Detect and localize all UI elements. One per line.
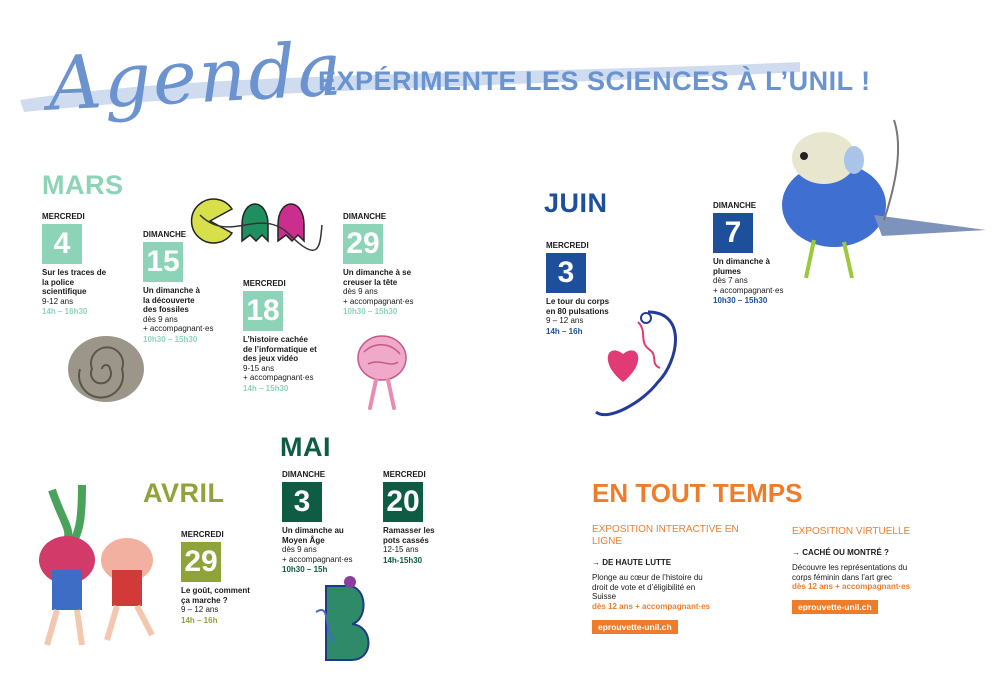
event-date: 3 [546,253,586,293]
exposition-ages: dès 12 ans + accompagnant·es [792,582,911,591]
event-title: Un dimanche à se creuser la tête [343,268,412,287]
event-hours: 14h – 16h [181,615,218,625]
exposition-label: EXPOSITION VIRTUELLE [792,526,911,537]
event-age: 9-15 ans [243,363,275,373]
event-title: Le goût, comment ça marche ? [181,586,250,605]
event-mai-20 [383,470,513,566]
exposition-interactive [592,524,782,635]
month-juin: JUIN [544,188,608,218]
event-date: 18 [243,291,283,331]
event-day: MERCREDI [42,212,85,221]
month-mars: MARS [42,170,124,200]
event-extra: + accompagnant·es [713,285,784,295]
event-age: 12-15 ans [383,545,419,554]
event-extra: + accompagnant·es [243,373,314,382]
event-age: dès 9 ans [343,287,378,296]
exposition-description: Découvre les représentations du corps féminin dans l’art grec [792,563,908,582]
event-title: Ramasser les pots cassés [383,526,435,545]
event-title: Le tour du corps en 80 pulsations [546,297,610,316]
event-day: MERCREDI [383,470,426,479]
budgie-monkey-illustration [764,110,989,290]
event-age: dès 7 ans [713,276,748,285]
month-mai: MAI [280,432,331,462]
exposition-description: Plonge au cœur de l’histoire du droit de vote et d’éligibilité en Suisse [592,573,703,601]
event-title: L’histoire cachée de l’informatique et des jeux vidéo [243,335,317,363]
event-date: 7 [713,213,753,253]
event-date: 15 [143,242,183,282]
event-day: MERCREDI [546,241,589,250]
exposition-ages: dès 12 ans + accompagnant·es [592,601,711,611]
exposition-label: EXPOSITION INTERACTIVE EN LIGNE [592,524,739,547]
event-age: dès 9 ans [282,545,317,554]
event-age: dès 9 ans [143,314,178,324]
event-age: 9-12 ans [42,296,74,306]
pacman-ghosts-illustration [190,185,325,260]
event-hours: 10h30 – 15h [282,565,328,574]
event-day: DIMANCHE [282,470,326,479]
exposition-virtuelle [792,526,982,615]
event-title: Un dimanche à plumes [713,257,770,276]
event-age: 9 – 12 ans [546,316,584,325]
month-avril: AVRIL [143,478,225,508]
heart-stethoscope-illustration [588,292,700,432]
event-day: DIMANCHE [343,212,387,221]
brain-character-illustration [350,328,410,418]
radish-characters-illustration [12,480,172,655]
event-hours: 14h – 16h [546,326,583,336]
event-hours: 14h – 15h30 [243,383,289,393]
event-mars-29 [343,212,473,317]
event-day: DIMANCHE [713,201,757,210]
event-hours: 14h – 16h30 [42,307,88,316]
event-day: MERCREDI [181,530,224,539]
exposition-link[interactable]: → CACHÉ OU MONTRÉ ? [792,548,889,557]
website-link[interactable]: eprouvette-unil.ch [792,600,878,614]
event-extra: + accompagnant·es [143,324,214,333]
website-link[interactable]: eprouvette-unil.ch [592,620,678,634]
exposition-link[interactable]: → DE HAUTE LUTTE [592,558,672,567]
agenda-title: Agenda [45,26,346,128]
event-day: MERCREDI [243,279,286,288]
event-hours: 14h-15h30 [383,555,423,565]
event-date: 20 [383,482,423,522]
event-date: 29 [181,542,221,582]
event-title: Sur les traces de la police scientifique [42,268,107,296]
ammonite-fossil-illustration [66,333,146,405]
event-date: 3 [282,482,322,522]
event-date: 29 [343,224,383,264]
event-extra: + accompagnant·es [282,554,353,564]
event-date: 4 [42,224,82,264]
event-title: Un dimanche à la découverte des fossiles [143,286,200,314]
illuminated-letter-b-illustration [312,572,382,672]
event-hours: 10h30 – 15h30 [143,334,198,344]
event-title: Un dimanche au Moyen Âge [282,526,344,545]
event-day: DIMANCHE [143,230,187,239]
en-tout-temps-heading: EN TOUT TEMPS [592,478,803,508]
event-age: 9 – 12 ans [181,605,219,614]
event-extra: + accompagnant·es [343,296,414,306]
event-hours: 10h30 – 15h30 [343,307,398,316]
page-subtitle: EXPÉRIMENTE LES SCIENCES À L’UNIL ! [318,66,871,96]
event-hours: 10h30 – 15h30 [713,296,768,305]
